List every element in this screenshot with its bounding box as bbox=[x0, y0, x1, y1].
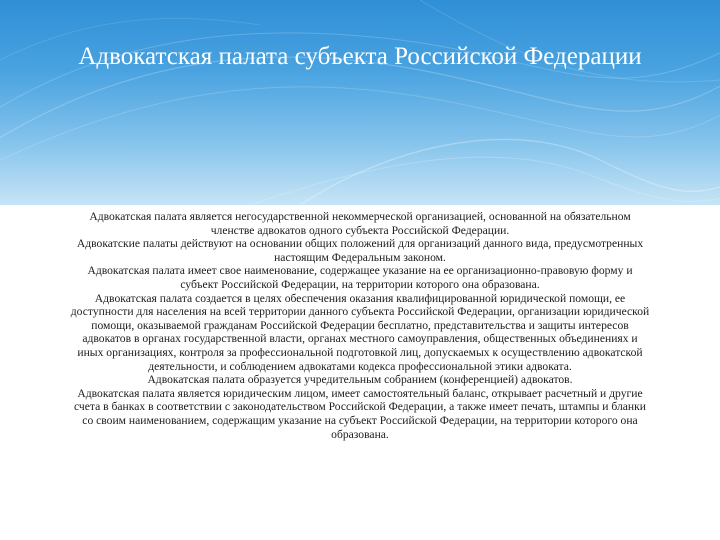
decorative-swirl-graphic bbox=[0, 0, 720, 205]
paragraph: Адвокатская палата создается в целях обеспечения оказания квалифицированной юридической помощи, ее доступности для населения на всей территории данного субъекта Российской Федерации, организации юридической помощи, оказываемой гражданам Российской Федерации бесплатно, представительства и защиты интересов адвокатов в органах государственной власти, органах местного самоуправления, общественных объединениях и иных организациях, контроля за профессиональной подготовкой лиц, допускаемых к осуществлению адвокатской деятельности, и соблюдением адвокатами кодекса профессиональной этики адвоката. bbox=[70, 291, 650, 373]
paragraph: Адвокатские палаты действуют на основании общих положений для организаций данного вида, предусмотренных настоящим Федеральным законом. bbox=[76, 237, 644, 264]
paragraph: Адвокатская палата является негосударственной некоммерческой организацией, основанной на обязательном членстве адвокатов одного субъекта Российской Федерации. bbox=[89, 210, 631, 237]
slide-title: Адвокатская палата субъекта Российской Федерации bbox=[78, 43, 642, 70]
paragraph: Адвокатская палата является юридическим лицом, имеет самостоятельный баланс, открывает расчетный и другие счета в банках в соответствии с законодательством Российской Федерации, а также имеет печать, штампы и бланки со своим наименованием, содержащим указание на субъект Российской Федерации, на территории которого она образована. bbox=[74, 386, 646, 441]
paragraph: Адвокатская палата имеет свое наименование, содержащее указание на ее организационно-правовую форму и субъект Российской Федерации, на территории которого она образована. bbox=[87, 264, 633, 291]
header-background bbox=[0, 0, 720, 205]
slide-body bbox=[70, 210, 650, 441]
paragraph: Адвокатская палата образуется учредительным собранием (конференцией) адвокатов. bbox=[147, 373, 573, 387]
